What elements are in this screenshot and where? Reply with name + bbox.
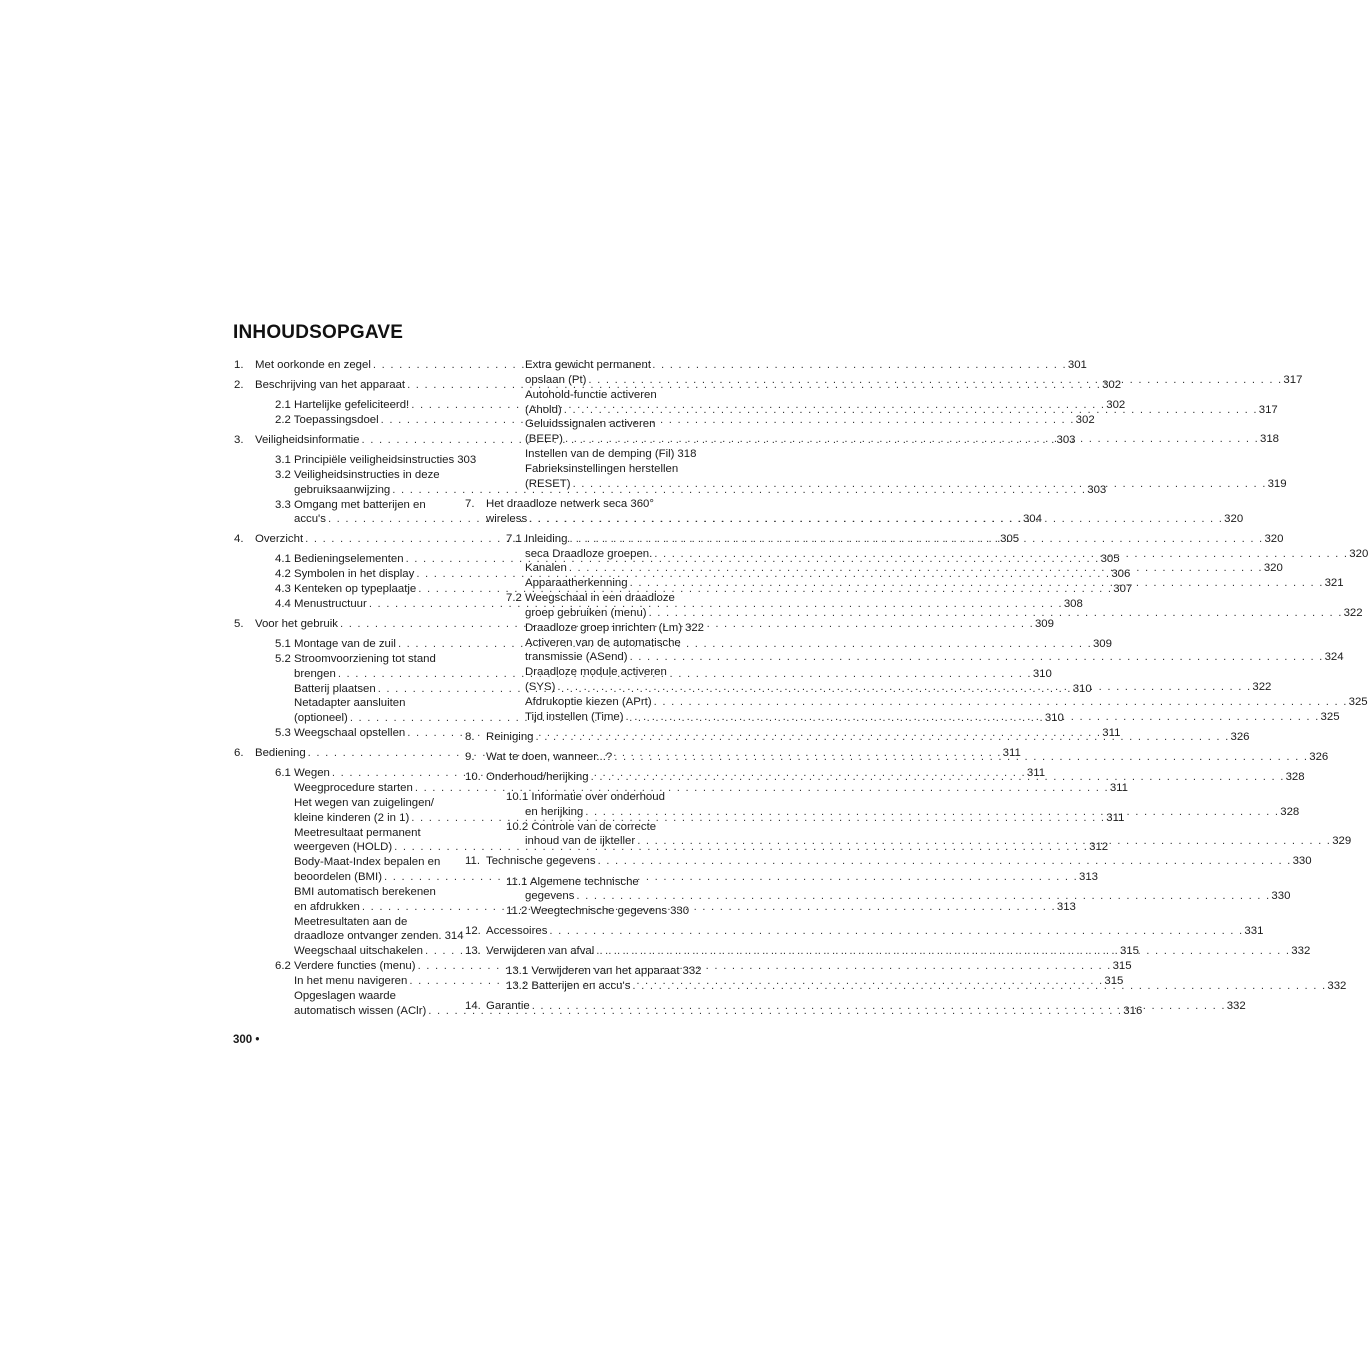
toc-entry-page: 330 [1271, 890, 1291, 903]
toc-entry-page: 315 [1104, 974, 1124, 987]
toc-entry-page: 315 [1112, 960, 1132, 973]
toc-entry-text [275, 453, 477, 468]
toc-entry-page: 308 [1063, 597, 1083, 610]
toc-entry-label: Voor het gebruik [255, 617, 338, 630]
toc-entry-label: Beschrijving van het apparaat [255, 379, 406, 392]
toc-entry-page: 330 [1292, 855, 1312, 868]
toc-entry-page: 303 [1087, 483, 1107, 496]
toc-entry-label: 6.1 Wegen [275, 767, 330, 780]
toc-entry-number: 9. [465, 750, 475, 763]
toc-entry[interactable] [234, 826, 456, 841]
toc-entry-label: (RESET) [525, 477, 571, 490]
toc-entry-page: 332 [1291, 945, 1311, 958]
toc-entry-label: (Ahold) [525, 403, 562, 416]
toc-entry-text [275, 498, 456, 513]
toc-entry-text [294, 781, 1129, 796]
toc-leader-dots [565, 432, 1259, 447]
toc-leader-dots [557, 680, 1251, 695]
toc-entry[interactable] [465, 695, 1368, 710]
toc-entry-text [506, 964, 702, 979]
toc-leader-dots [591, 770, 1285, 785]
toc-leader-dots [529, 512, 1223, 527]
toc-entry-label: brengen [294, 667, 336, 680]
toc-entry-label: Geluidssignalen activeren [525, 418, 656, 431]
toc-entry-label: en afdrukken [294, 900, 360, 913]
toc-entry[interactable] [234, 498, 456, 513]
toc-entry[interactable] [234, 855, 456, 870]
toc-entry-page: 325 [1320, 710, 1340, 723]
toc-entry-label: gegevens [525, 890, 575, 903]
toc-entry-text [525, 695, 1368, 710]
toc-entry-label: 13.2 Batterijen en accu's [506, 980, 631, 993]
toc-entry-text [506, 790, 687, 805]
toc-entry-page: 309 [1092, 638, 1112, 650]
toc-entry[interactable] [234, 652, 456, 667]
toc-entry-page: 318 [1259, 433, 1279, 446]
toc-entry-text [294, 885, 456, 900]
toc-entry-label: Netadapter aansluiten [294, 697, 406, 710]
toc-entry-text [486, 854, 1312, 869]
toc-entry-label: 4.2 Symbolen in het display [275, 568, 415, 581]
toc-entry-label: Kanalen [525, 562, 567, 575]
toc-entry-page: 311 [1102, 727, 1121, 740]
toc-entry[interactable] [465, 889, 1291, 904]
toc-entry-label: Activeren van de automatische [525, 636, 681, 649]
toc-entry-label: Meetresultaat permanent [294, 826, 421, 839]
toc-leader-dots [654, 695, 1348, 710]
toc-entry-label: Het wegen van zuigelingen/ [294, 796, 434, 809]
toc-entry-text [525, 388, 687, 403]
toc-entry-page: 302 [1102, 379, 1122, 392]
toc-entry-page: 316 [1123, 1004, 1143, 1017]
toc-entry-label: Opgeslagen waarde [294, 989, 396, 1002]
toc-entry-page: 320 [1263, 562, 1283, 575]
toc-entry-label: wireless [486, 512, 528, 525]
toc-entry-page: 321 [1324, 577, 1344, 590]
toc-entry-text [506, 875, 687, 890]
toc-leader-dots [630, 650, 1324, 665]
toc-entry-text [506, 820, 687, 835]
toc-entry-label: Onderhoud/herijking [486, 770, 589, 783]
toc-entry-number: 13. [465, 945, 481, 958]
toc-entry-page: 325 [1348, 695, 1368, 708]
toc-entry-page: 311 [1109, 781, 1129, 794]
toc-entry-label: 7.2 Weegschaal in een draadloze [506, 592, 675, 605]
toc-entry-text [525, 447, 697, 462]
toc-entry[interactable] [465, 854, 1312, 869]
toc-entry[interactable] [234, 929, 464, 944]
toc-leader-dots [588, 373, 1282, 388]
toc-entry-page: 326 [1309, 750, 1329, 763]
toc-entry-page: 302 [1075, 413, 1095, 426]
toc-entry-label: Accessoires [486, 925, 548, 938]
toc-entry-label: en herijking [525, 805, 584, 818]
toc-entry-page: 324 [1324, 651, 1344, 664]
toc-entry[interactable] [234, 885, 456, 900]
toc-entry-label: 10.1 Informatie over onderhoud [506, 790, 665, 803]
toc-entry-page: 314 [444, 930, 464, 943]
toc-entry-label: automatisch wissen (AClr) [294, 1004, 427, 1017]
toc-entry-label: beoordelen (BMI) [294, 871, 383, 884]
toc-entry-text [506, 591, 687, 606]
toc-entry-label: gebruiksaanwijzing [294, 483, 391, 496]
toc-entry-label: BMI automatisch berekenen [294, 885, 436, 898]
toc-entry-text [525, 889, 1291, 904]
toc-entry-page: 332 [1226, 1000, 1246, 1013]
toc-entry[interactable] [465, 924, 1264, 939]
toc-entry-label: (SYS) [525, 681, 556, 694]
toc-entry-page: 322 [1343, 606, 1363, 619]
toc-entry-page: 310 [1032, 667, 1052, 680]
toc-entry[interactable] [465, 875, 687, 890]
toc-entry-page: 320 [1349, 547, 1368, 560]
toc-entry-label: 5.1 Montage van de zuil [275, 638, 396, 650]
toc-entry-page: 332 [682, 965, 702, 978]
toc-entry-text [294, 696, 456, 711]
toc-entry-page: 328 [1285, 770, 1305, 783]
toc-entry-page: 318 [677, 448, 697, 461]
toc-entry-label: Veiligheidsinformatie [255, 433, 360, 446]
toc-entry-label: transmissie (ASend) [525, 651, 628, 664]
toc-entry-number: 7. [465, 497, 475, 510]
toc-entry[interactable] [465, 497, 687, 512]
toc-entry-label: 4.1 Bedieningselementen [275, 553, 404, 566]
toc-entry-label: In het menu navigeren [294, 974, 408, 987]
toc-entry-page: 329 [1332, 835, 1352, 848]
toc-entry[interactable] [234, 468, 456, 483]
toc-entry-text [294, 915, 456, 930]
toc-entry-number: 6. [234, 747, 244, 760]
toc-entry[interactable] [465, 904, 690, 919]
toc-entry-label: opslaan (Pt) [525, 373, 587, 386]
toc-entry-page: 301 [1067, 359, 1087, 371]
toc-entry-number: 3. [234, 433, 244, 446]
toc-entry-text [275, 652, 456, 667]
toc-leader-dots [649, 606, 1343, 621]
toc-entry-label: (optioneel) [294, 712, 348, 725]
toc-entry-label: weergeven (HOLD) [294, 841, 393, 854]
toc-entry-text [486, 497, 687, 512]
toc-entry-page: 307 [1113, 583, 1133, 596]
toc-leader-dots [614, 750, 1308, 765]
toc-entry-label: 7.1 Inleiding [506, 532, 568, 545]
toc-entry-label: Weegprocedure starten [294, 781, 413, 794]
toc-entry-label: Weegschaal uitschakelen [294, 945, 423, 958]
toc-entry-label: 11.2 Weegtechnische gegevens [506, 905, 668, 918]
toc-entry-label: Fabrieksinstellingen herstellen [525, 462, 679, 475]
toc-entry[interactable] [234, 915, 456, 930]
toc-entry-label: Technische gegevens [486, 855, 596, 868]
toc-entry-label: Overzicht [255, 533, 304, 546]
toc-entry-page: 305 [1000, 533, 1020, 546]
toc-entry-label: Batterij plaatsen [294, 682, 376, 695]
toc-leader-dots [564, 403, 1258, 418]
toc-entry-text [294, 855, 456, 870]
toc-leader-dots [585, 805, 1279, 820]
toc-entry-text [525, 621, 705, 636]
toc-entry-page: 315 [1119, 945, 1139, 958]
toc-entry[interactable] [465, 417, 687, 432]
toc-entry[interactable] [465, 447, 697, 462]
toc-entry[interactable] [465, 621, 705, 636]
toc-entry-page: 306 [1111, 568, 1131, 581]
toc-entry-label: 3.2 Veiligheidsinstructies in deze [275, 468, 440, 481]
toc-entry-label: Extra gewicht permanent [525, 359, 651, 371]
toc-entry-label: Wat te doen, wanneer...? [486, 750, 613, 763]
toc-entry[interactable] [465, 591, 687, 606]
toc-entry-page: 303 [457, 453, 477, 466]
toc-entry-label: Instellen van de demping (Fil) [525, 448, 675, 461]
toc-entry[interactable] [465, 606, 1363, 621]
toc-entry-text [294, 989, 456, 1004]
toc-entry-page: 320 [1224, 512, 1244, 525]
toc-entry-page: 317 [1283, 373, 1303, 386]
toc-entry-page: 330 [670, 905, 690, 918]
toc-entry-number: 10. [465, 770, 481, 783]
toc-entry-page: 328 [1280, 805, 1300, 818]
toc-entry-number: 12. [465, 925, 481, 938]
toc-entry[interactable] [234, 453, 477, 468]
toc-leader-dots [630, 576, 1324, 591]
toc-entry-text [294, 796, 456, 811]
toc-leader-dots [637, 834, 1331, 849]
toc-entry-text [525, 606, 1363, 621]
toc-entry-label: Apparaatherkenning [525, 577, 628, 590]
toc-entry-page: 313 [1079, 871, 1099, 884]
toc-entry[interactable] [465, 650, 1344, 665]
toc-entry-number: 8. [465, 730, 475, 743]
toc-entry-label: 13.1 Verwijderen van het apparaat [506, 965, 680, 978]
toc-entry-label: 10.2 Controle van de correcte [506, 820, 657, 833]
toc-leader-dots [573, 477, 1267, 492]
toc-entry[interactable] [465, 462, 687, 477]
toc-entry-label: Draadloze module activeren [525, 666, 667, 679]
toc-entry-label: 2.2 Toepassingsdoel [275, 413, 379, 426]
toc-entry-label: groep gebruiken (menu) [525, 606, 647, 619]
toc-entry-text [525, 417, 687, 432]
toc-entry-page: 311 [1026, 767, 1046, 780]
toc-entry-label: 2.1 Hartelijke gefeliciteerd! [275, 399, 410, 412]
toc-entry-label: 3.3 Omgang met batterijen en [275, 498, 426, 511]
toc-leader-dots [598, 854, 1292, 869]
toc-entry-label: Bediening [255, 747, 306, 760]
toc-entry[interactable] [465, 820, 687, 835]
toc-entry-page: 305 [1100, 553, 1120, 566]
toc-entry-label: Garantie [486, 1000, 530, 1013]
toc-entry-page: 326 [1230, 730, 1250, 743]
toc-entry-text [275, 468, 456, 483]
toc-entry-label: Reiniging [486, 730, 534, 743]
toc-leader-dots [576, 889, 1270, 904]
toc-entry-label: seca Draadloze groepen. [525, 547, 653, 560]
toc-entry[interactable] [465, 665, 687, 680]
toc-entry-label: accu's [294, 513, 326, 526]
toc-entry-page: 310 [1072, 682, 1092, 695]
toc-entry-label: Afdrukoptie kiezen (APrt) [525, 695, 652, 708]
toc-entry-page: 303 [1056, 433, 1076, 446]
toc-entry-label: draadloze ontvanger zenden. [294, 930, 442, 943]
toc-entry-label: 3.1 Principiële veiligheidsinstructies [275, 453, 455, 466]
toc-leader-dots [549, 924, 1243, 939]
toc-entry-page: 331 [1244, 925, 1264, 938]
toc-entry-page: 320 [1264, 532, 1284, 545]
toc-entry-label: (BEEP) [525, 433, 563, 446]
toc-entry-text [525, 665, 687, 680]
toc-entry[interactable] [234, 696, 456, 711]
toc-leader-dots [596, 944, 1290, 959]
toc-entry-page: 304 [1022, 513, 1042, 526]
toc-leader-dots [532, 999, 1226, 1014]
toc-entry[interactable] [465, 358, 687, 373]
toc-entry-number: 4. [234, 533, 244, 546]
toc-entry-label: 5.2 Stroomvoorziening tot stand [275, 652, 436, 665]
toc-entry-text [294, 929, 464, 944]
toc-entry-text [506, 904, 690, 919]
toc-entry[interactable] [234, 796, 456, 811]
toc-entry-page: 309 [1034, 617, 1054, 630]
toc-entry[interactable] [465, 636, 687, 651]
toc-entry-label: Het draadloze netwerk seca 360° [486, 497, 654, 510]
toc-entry[interactable] [234, 989, 456, 1004]
toc-entry-text [525, 636, 687, 651]
toc-leader-dots [632, 979, 1326, 994]
toc-leader-dots [569, 532, 1263, 547]
toc-entry-page: 322 [685, 621, 705, 634]
toc-entry-label: 11.1 Algemene technische [506, 875, 639, 888]
toc-entry-label: Met oorkonde en zegel [255, 359, 371, 371]
toc-entry-label: 5.3 Weegschaal opstellen [275, 727, 406, 740]
toc-entry-page: 311 [1106, 811, 1125, 824]
toc-leader-dots [569, 561, 1263, 576]
toc-entry-number: 14. [465, 1000, 481, 1013]
toc-entry-label: kleine kinderen (2 in 1) [294, 811, 410, 824]
toc-entry-page: 317 [1258, 403, 1278, 416]
toc-entry-page: 313 [1056, 900, 1076, 913]
toc-leader-dots [536, 730, 1230, 745]
toc-entry-number: 2. [234, 379, 244, 392]
toc-entry-label: Body-Maat-Index bepalen en [294, 856, 441, 869]
toc-entry-number: 1. [234, 359, 244, 371]
toc-entry-label: Draadloze groep inrichten (Lm) [525, 621, 683, 634]
toc-entry-label: Meetresultaten aan de [294, 915, 408, 928]
toc-entry-label: inhoud van de ijkteller [525, 835, 636, 848]
toc-leader-dots [654, 547, 1348, 562]
page-title: INHOUDSOPGAVE [233, 322, 404, 343]
toc-entry-label: 6.2 Verdere functies (menu) [275, 960, 416, 973]
toc-entry-text [294, 826, 456, 841]
toc-entry-page: 312 [1089, 841, 1109, 854]
toc-entry-page: 322 [1252, 681, 1272, 694]
toc-entry-page: 302 [1106, 399, 1126, 412]
toc-entry-label: Autohold-functie activeren [525, 388, 657, 401]
toc-entry-page: 311 [1002, 747, 1021, 760]
toc-entry-label: Tijd instellen (Time) [525, 710, 624, 723]
toc-entry[interactable] [465, 388, 687, 403]
toc-entry-text [525, 358, 687, 373]
toc-entry-number: 11. [465, 855, 480, 868]
toc-entry-text [525, 650, 1344, 665]
toc-entry-page: 319 [1267, 477, 1287, 490]
toc-entry-page: 332 [1327, 980, 1347, 993]
page-number: 300 • [233, 1034, 260, 1046]
toc-entry-text [486, 924, 1264, 939]
toc-leader-dots [626, 710, 1320, 725]
toc-entry[interactable] [465, 790, 687, 805]
toc-entry[interactable] [465, 964, 702, 979]
toc-entry-number: 5. [234, 617, 244, 630]
toc-entry-label: 4.3 Kenteken op typeplaatje [275, 583, 417, 596]
toc-entry-label: Verwijderen van afval [486, 945, 595, 958]
toc-entry-text [525, 462, 687, 477]
toc-entry-label: 4.4 Menustructuur [275, 597, 367, 610]
toc-entry[interactable] [234, 781, 1129, 796]
toc-entry-page: 310 [1044, 712, 1064, 725]
